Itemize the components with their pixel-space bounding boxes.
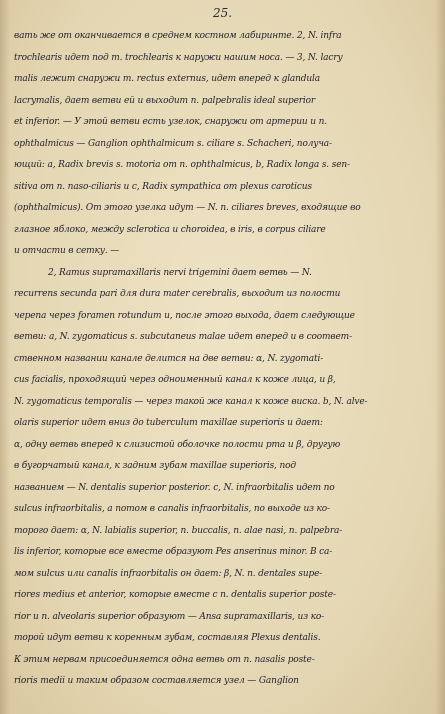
text-line: riores medius et anterior, которые вместе с n. dentalis superior poste- bbox=[14, 590, 336, 600]
text-line: olaris superior идет вниз до tuberculum maxillae superioris и дает: bbox=[14, 418, 323, 428]
page-edge-shadow-right bbox=[435, 0, 445, 714]
text-line: α, одну ветвь вперед к слизистой оболочке полости рта и β, другую bbox=[14, 439, 341, 450]
text-line: ветви: а, N. zygomaticus s. subcutaneus malae идет вперед и в соответ- bbox=[14, 332, 352, 342]
text-line: мом sulcus или canalis infraorbitalis он дает: β, N. n. dentales supe- bbox=[14, 568, 323, 579]
text-line: торого дает: α, N. labialis superior, n. buccalis, n. alae nasi, n. palpebra- bbox=[14, 525, 343, 536]
text-line: trochlearis идет под m. trochlearis к наружи нашим носа. — 3, N. lacry bbox=[14, 52, 343, 63]
text-line: sitiva от n. naso-ciliaris и с, Radix sympathica от plexus caroticus bbox=[14, 181, 312, 192]
text-line: rior и n. alveolaris superior образуют — Ansa supramaxillaris, из ко- bbox=[14, 611, 325, 622]
handwritten-body-text bbox=[14, 26, 434, 693]
text-line: N. zygomaticus temporalis — через такой же канал к коже виска. b, N. alve- bbox=[14, 396, 368, 407]
text-line: sulcus infraorbitalis, а потом в canalis infraorbitalis, по выходе из ко- bbox=[14, 504, 330, 514]
text-line: названием — N. dentalis superior posterior. с, N. infraorbitalis идет по bbox=[14, 482, 335, 493]
text-line: в бугорчатый канал, к задним зубам maxillae superioris, под bbox=[14, 461, 296, 471]
text-line: и отчасти в сетку. — bbox=[14, 246, 120, 256]
text-line: ющий: а, Radix brevis s. motoria от n. ophthalmicus, b, Radix longa s. sen- bbox=[14, 160, 350, 170]
text-line: ophthalmicus — Ganglion ophthalmicum s. ciliare s. Schacheri, получа- bbox=[14, 138, 332, 149]
text-line: recurrens secunda pari для dura mater cerebralis, выходит из полости bbox=[14, 289, 341, 299]
page-number: 25. bbox=[212, 6, 233, 20]
text-line: глазное яблоко, между sclerotica и choroidea, в iris, в corpus ciliare bbox=[14, 224, 326, 235]
text-line: (ophthalmicus). От этого узелка идут — N. n. ciliares breves, входящие во bbox=[14, 203, 361, 213]
text-line: cus facialis, проходящий через одноименный канал к коже лица, и β, bbox=[14, 375, 336, 385]
text-line: торой идут ветви к коренным зубам, составляя Plexus dentalis. bbox=[14, 633, 321, 643]
text-line: ственном названии канале делится на две ветви: α, N. zygomati- bbox=[14, 353, 324, 364]
text-line: вать же от оканчивается в среднем костном лабиринте. 2, N. infra bbox=[14, 31, 342, 41]
page-edge-shadow-left bbox=[0, 0, 10, 714]
text-line: rioris medii и таким образом составляется узел — Ganglion bbox=[14, 676, 299, 686]
text-line: черепа через foramen rotundum и, после этого выхода, дает следующие bbox=[14, 310, 355, 321]
text-line: lis inferior, которые все вместе образуют Pes anserinus minor. В са- bbox=[14, 547, 333, 557]
text-line: malis лежит снаружи m. rectus externus, идет вперед к glandula bbox=[14, 74, 320, 84]
text-line: et inferior. — У этой ветви есть узелок, снаружи от артерии и n. bbox=[14, 117, 327, 127]
section-heading-line: 2, Ramus supramaxillaris nervi trigemini дает ветвь — N. bbox=[48, 267, 312, 278]
text-line: К этим нервам присоединяется одна ветвь от n. nasalis poste- bbox=[14, 654, 315, 665]
text-line: lacrymalis, дает ветви ей и выходит n. palpebralis ideal superior bbox=[14, 95, 316, 106]
